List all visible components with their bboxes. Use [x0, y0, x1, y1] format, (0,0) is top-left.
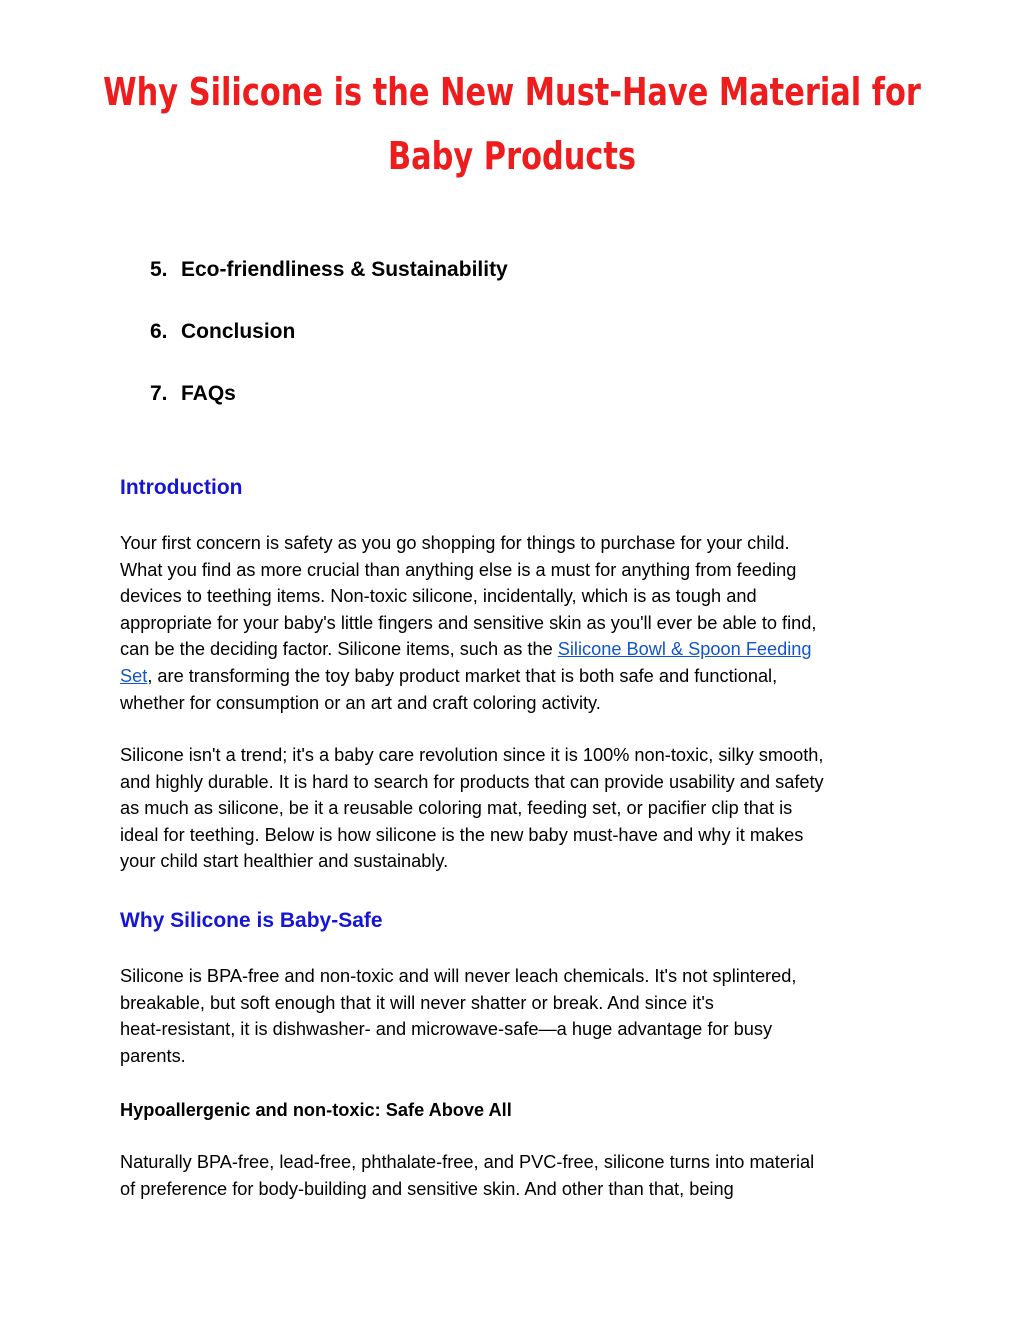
intro-paragraph-2	[120, 742, 910, 875]
text-line: Naturally BPA-free, lead-free, phthalate-free, and PVC-free, silicone turns into material	[120, 1152, 815, 1172]
text-line: heat-resistant, it is dishwasher- and microwave-safe—a huge advantage for busy	[120, 1019, 773, 1040]
text-line	[120, 636, 910, 663]
toc-item-label: Eco-friendliness & Sustainability	[181, 258, 508, 281]
toc-item-faqs	[150, 376, 508, 438]
table-of-contents	[150, 252, 508, 438]
toc-item-eco-friendliness	[150, 252, 508, 314]
baby-safe-paragraph-1	[120, 963, 910, 1069]
text-line: your child start healthier and sustainably.	[120, 851, 449, 872]
text-line: of preference for body-building and sensitive skin. And other than that, being	[120, 1178, 734, 1199]
text-line: ideal for teething. Below is how silicone is the new baby must-have and why it makes	[120, 824, 804, 845]
text-line: Your first concern is safety as you go shopping for things to purchase for your child.	[120, 533, 790, 553]
baby-safe-paragraph-2	[120, 1149, 910, 1202]
toc-item-label: Conclusion	[181, 320, 296, 343]
text-line: What you find as more crucial than anything else is a must for anything from feeding	[120, 559, 797, 580]
page-title	[0, 60, 1024, 188]
intro-paragraph-1	[120, 530, 910, 716]
toc-item-number: 6.	[150, 320, 168, 343]
toc-item-number: 7.	[150, 382, 168, 405]
silicone-bowl-spoon-link-continued[interactable]: Set	[120, 665, 148, 686]
toc-item-conclusion	[150, 314, 508, 376]
page-title-line-1: Why Silicone is the New Must-Have Material for	[103, 70, 921, 114]
text-line: as much as silicone, be it a reusable coloring mat, feeding set, or pacifier clip that is	[120, 798, 793, 819]
text-fragment: , are transforming the toy baby product market that is both safe and functional,	[147, 665, 778, 686]
text-line: Silicone is BPA-free and non-toxic and will never leach chemicals. It's not splintered,	[120, 966, 797, 986]
text-line: and highly durable. It is hard to search for products that can provide usability and safety	[120, 771, 824, 792]
page-title-line-2: Baby Products	[387, 134, 637, 178]
text-line: breakable, but soft enough that it will never shatter or break. And since it's	[120, 992, 714, 1013]
text-fragment: can be the deciding factor. Silicone items, such as the	[120, 639, 558, 660]
subheading-hypoallergenic: Hypoallergenic and non-toxic: Safe Above All	[120, 1100, 512, 1120]
section-heading-baby-safe: Why Silicone is Baby-Safe	[120, 909, 383, 932]
text-line: parents.	[120, 1045, 186, 1066]
section-heading-introduction: Introduction	[120, 476, 243, 499]
text-line	[120, 663, 910, 690]
text-line: whether for consumption or an art and craft coloring activity.	[120, 692, 601, 713]
text-line: devices to teething items. Non-toxic silicone, incidentally, which is as tough and	[120, 586, 757, 607]
silicone-bowl-spoon-link[interactable]: Silicone Bowl & Spoon Feeding	[557, 639, 812, 660]
text-line: Silicone isn't a trend; it's a baby care revolution since it is 100% non-toxic, silky smooth,	[120, 745, 824, 765]
toc-item-label: FAQs	[181, 382, 236, 405]
text-line: appropriate for your baby's little fingers and sensitive skin as you'll ever be able to find,	[120, 612, 817, 633]
toc-item-number: 5.	[150, 258, 168, 281]
